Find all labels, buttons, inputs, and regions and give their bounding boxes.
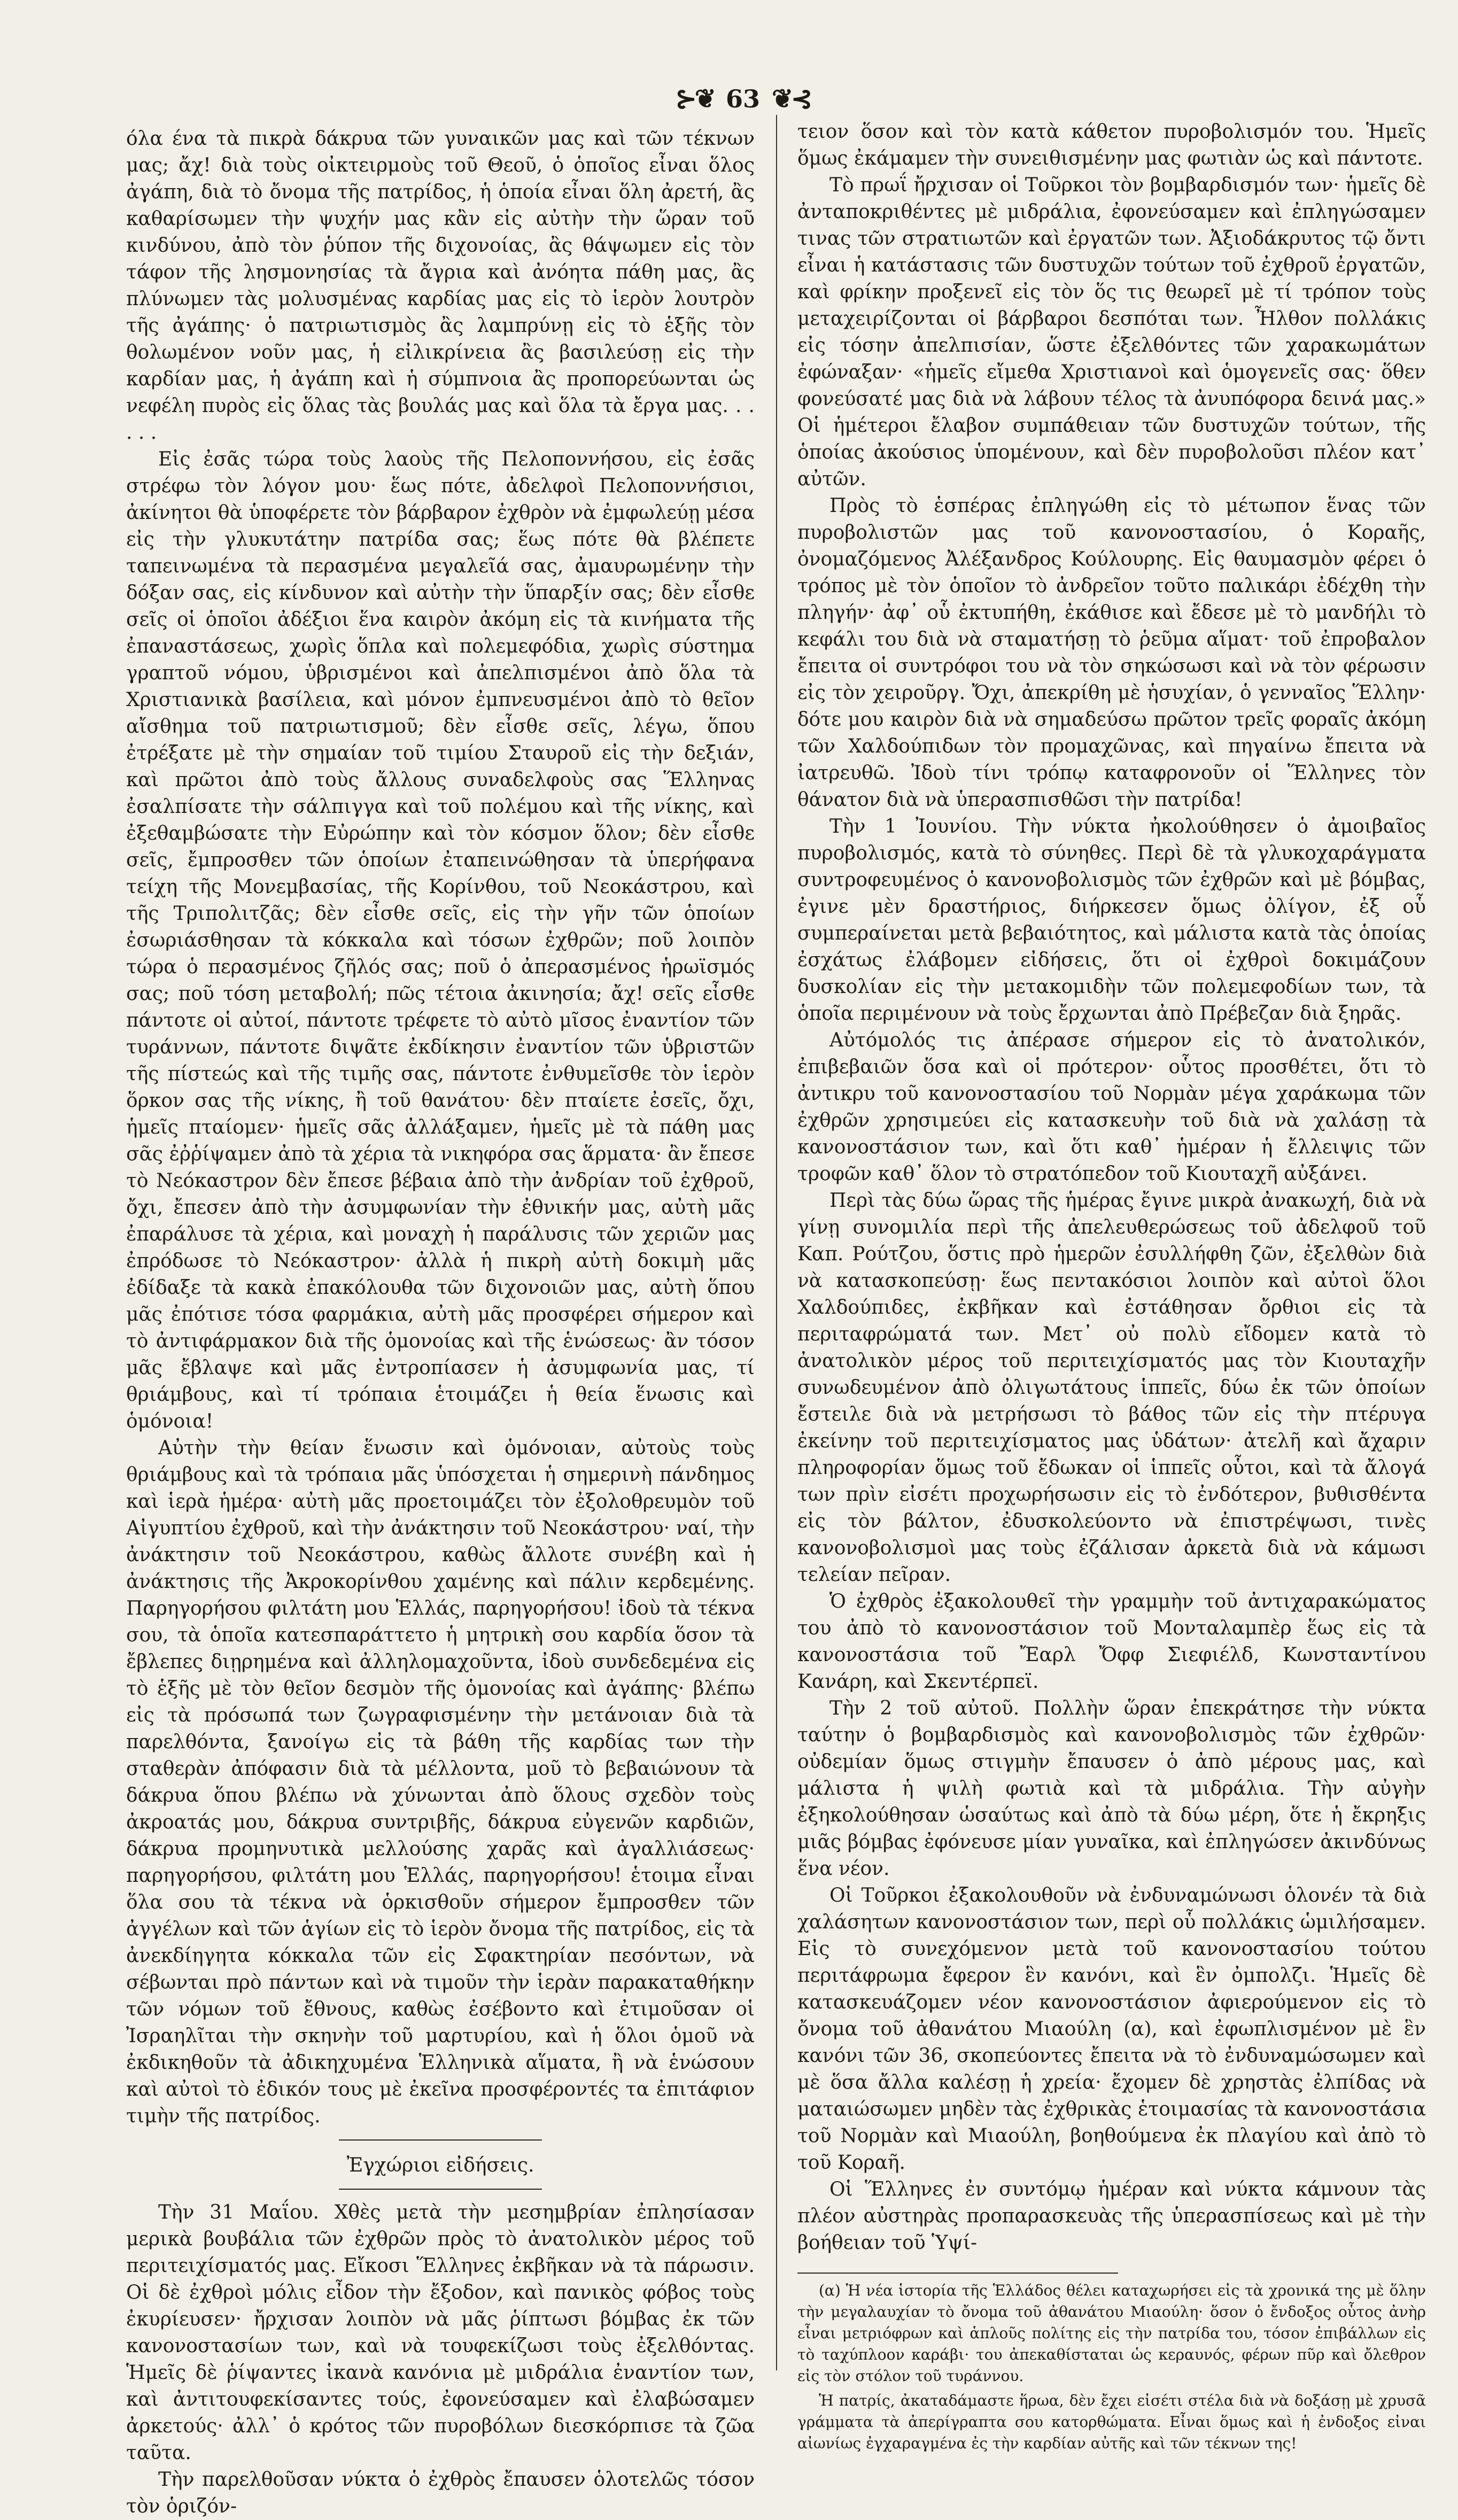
paragraph: Οἱ Τοῦρκοι ἐξακολουθοῦν νὰ ἐνδυναμώνωσι ὁλονέν τὰ διὰ χαλάσητων κανονοστάσιον των, περὶ οὗ πολλάκις ὡμιλήσαμεν. Εἰς τὸ συνεχόμενον μετὰ τοῦ κανονοστασίου τούτου περιτάφρωμα ἔφερον ἓν κανόνι, καὶ ἓν ὀμπολζι. Ἡμεῖς δὲ κατασκευάζομεν νέον κανονοστάσιον ἀφιερούμενον εἰς τὸ ὄνομα τοῦ ἀθανάτου Μιαούλη (α), καὶ ἐφωπλισμένον μὲ ἓν κανόνι τῶν 36, σκοπεύοντες ἔπειτα νὰ τὸ ἐνδυναμώσωμεν καὶ μὲ ὅσα ἄλλα καλέσῃ ἡ χρεία· ἔχομεν δὲ χρηστὰς ἐλπίδας νὰ ματαιώσωμεν μηδὲν τὰς ἐχθρικὰς ἑτοιμασίας τὰ κανονοστάσια τοῦ Νορμὰν καὶ Μιαούλη, βοηθούμενα ἐκ πλαγίου καὶ ἀπὸ τὸ τοῦ Κοραῆ. <box>797 1885 1426 2174</box>
ornament-left-icon: ⊱❦ <box>675 84 714 114</box>
footnotes <box>797 2280 1426 2454</box>
right-column <box>797 119 1426 2457</box>
paragraph: Αὐτὴν τὴν θείαν ἕνωσιν καὶ ὁμόνοιαν, αὐτοὺς τοὺς θριάμβους καὶ τὰ τρόπαια μᾶς ὑπόσχεται ἡ σημερινὴ πάνδημος καὶ ἱερὰ ἡμέρα· αὐτὴ μᾶς προετοιμάζει τὸν ἐξολοθρευμὸν τοῦ Αἰγυπτίου ἐχθροῦ, καὶ τὴν ἀνάκτησιν τοῦ Νεοκάστρου· ναί, τὴν ἀνάκτησιν τοῦ Νεοκάστρου, καθὼς ἄλλοτε συνέβη καὶ ἡ ἀνάκτησις τῆς Ἀκροκορίνθου χαμένης καὶ πάλιν κερδεμένης. Παρηγορήσου φιλτάτη μου Ἑλλάς, παρηγορήσου! ἰδοὺ τὰ τέκνα σου, τὰ ὁποῖα κατεσπαράττετο ἡ μητρικὴ σου καρδία ὅσον τὰ ἔβλεπες διῃρημένα καὶ ἀλληλομαχοῦντα, ἰδοὺ συνδεδεμένα εἰς τὸ ἑξῆς μὲ τὸν θεῖον δεσμὸν τῆς ὁμονοίας καὶ ἀγάπης· βλέπω εἰς τὰ πρόσωπά των ζωγραφισμένην τὴν μετάνοιαν διὰ τὰ παρελθόντα, ξανοίγω εἰς τὰ βάθη τῆς καρδίας των τὴν σταθερὰν ἀπόφασιν διὰ τὰ μέλλοντα, μοῦ τὸ βεβαιώνουν τὰ δάκρυα ὅπου βλέπω νὰ χύνωνται ἀπὸ ὅλους σχεδὸν τοὺς ἀκροατάς μου, δάκρυα συντριβῆς, δάκρυα εὐγενῶν καρδιῶν, δάκρυα προμηνυτικὰ μελλούσης χαρᾶς καὶ ἀγαλλιάσεως· παρηγορήσου, φιλτάτη μου Ἑλλάς, παρηγορήσου! ἑτοιμα εἶναι ὅλα σου τὰ τέκνα νὰ ὁρκισθοῦν σήμερον ἔμπροσθεν τῶν ἀγγέλων καὶ τῶν ἁγίων εἰς τὸ ἱερὸν ὄνομα τῆς πατρίδος, εἰς τὰ ἀνεκδίηγητα κόκκαλα τῶν εἰς Σφακτηρίαν πεσόντων, νὰ σέβωνται πρὸ πάντων καὶ νὰ τιμοῦν τὴν ἱερὰν παρακαταθήκην τῶν νόμων τοῦ ἔθνους, καθὼς ἐσέβοντο καὶ ἐτιμοῦσαν οἱ Ἰσραηλῖται τὴν σκηνὴν τοῦ μαρτυρίου, καὶ ἡ ὅλοι ὁμοῦ νὰ ἐκδικηθοῦν τὰ ἀδικηχυμένα Ἑλληνικὰ αἵματα, ἢ νὰ ἑνώσουν καὶ αὐτοὶ τὸ ἐδικόν τους μὲ ἐκεῖνα προσφέροντές τα ἐπιτάφιον τιμὴν τῆς πατρίδος. <box>126 1437 755 2127</box>
paragraph: Οἱ Ἕλληνες ἐν συντόμῳ ἡμέραν καὶ νύκτα κάμνουν τὰς πλέον αὐστηρὰς προπαρασκευὰς τῆς ὑπερασπίσεως καὶ μὲ τὴν βοήθειαν τοῦ Ὑψί- <box>797 2178 1426 2254</box>
paragraph: Τὸ πρωΐ ἤρχισαν οἱ Τοῦρκοι τὸν βομβαρδισμόν των· ἡμεῖς δὲ ἀνταποκριθέντες μὲ μιδράλια, ἐφονεύσαμεν καὶ ἐπληγώσαμεν τινας τῶν στρατιωτῶν καὶ ἐργατῶν των. Ἀξιοδάκρυτος τῷ ὄντι εἶναι ἡ κατάστασις τῶν δυστυχῶν τούτων τοῦ ἐχθροῦ ἐργατῶν, καὶ φρίκην προξενεῖ εἰς τὸν ὅς τις θεωρεῖ μὲ τί τρόπον τοὺς μεταχειρίζονται οἱ βάρβαροι δεσπόται των. Ἦλθον πολλάκις εἰς τόσην ἀπελπισίαν, ὥστε ἐξελθόντες τῶν χαρακωμάτων ἐφώναξαν· «ἡμεῖς εἴμεθα Χριστιανοὶ καὶ ὁμογενεῖς σας· ὅθεν φονεύσατέ μας διὰ νὰ λάβουν τέλος τὰ ἀνυπόφορα δεινά μας.» Οἱ ἡμέτεροι ἔλαβον συμπάθειαν τῶν δυστυχῶν τούτων, τῆς ὁποίας ἀκούσιος ὑπομένουν, καὶ δὲν πυροβολοῦσι πλέον κατ᾽ αὐτῶν. <box>797 174 1426 490</box>
paragraph: Τὴν παρελθοῦσαν νύκτα ὁ ἐχθρὸς ἔπαυσεν ὁλοτελῶς τόσον τὸν ὁριζόν- <box>126 2469 755 2517</box>
paragraph: Τὴν 31 Μαΐου. Χθὲς μετὰ τὴν μεσημβρίαν ἐπλησίασαν μερικὰ βουβάλια τῶν ἐχθρῶν πρὸς τὸ ἀνατολικὸν μέρος τοῦ περιτειχίσματός μας. Εἴκοσι Ἕλληνες ἐκβῆκαν νὰ τὰ πάρωσιν. Οἱ δὲ ἐχθροὶ μόλις εἶδον τὴν ἔξοδον, καὶ πανικὸς φόβος τοὺς ἐκυρίευσεν· ἤρχισαν λοιπὸν νὰ μᾶς ῥίπτωσι βόμβας ἐκ τῶν κανονοστασίων των, καὶ νὰ τουφεκίζωσι τοὺς ἐξελθόντας. Ἡμεῖς δὲ ῥίψαντες ἱκανὰ κανόνια μὲ μιδράλια ἐναντίον των, καὶ ἀντιτουφεκίσαντες τούς, ἐφονεύσαμεν καὶ ἐλαβώσαμεν ἀρκετούς· ἀλλ᾽ ὁ κρότος τῶν πυροβόλων διεσκόρπισε τὰ ζῶα ταῦτα. <box>126 2201 755 2464</box>
footnote: (α) Ἡ νέα ἱστορία τῆς Ἑλλάδος θέλει καταχωρήσει εἰς τὰ χρονικά της μὲ ὅλην τὴν μεγαλαυχίαν τὸ ὄνομα τοῦ ἀθανάτου Μιαούλη· ὅσον ὁ ἔνδοξος οὗτος ἀνὴρ εἶναι μετριόφρων καὶ ἁπλοῦς πολίτης εἰς τὴν πατρίδα του, τόσον ἐπιβάλλων εἰς τὸ ταχύπλοον καράβι· του ἀπεκαθίσταται ὡς κεραυνός, φέρων πῦρ καὶ ὄλεθρον εἰς τὸν στόλον τοῦ τυράννου. <box>797 2282 1426 2385</box>
paragraph: Τὴν 1 Ἰουνίου. Τὴν νύκτα ἠκολούθησεν ὁ ἀμοιβαῖος πυροβολισμός, κατὰ τὸ σύνηθες. Περὶ δὲ τὰ γλυκοχαράγματα συντροφευμένος ὁ κανονοβολισμὸς τῶν ἐχθρῶν καὶ μὲ βόμβας, ἐγινε μὲν δραστήριος, διήρκεσεν ὅμως ὀλίγον, ἐξ οὗ συμπεραίνεται μετὰ βεβαιότητος, καὶ μάλιστα κατὰ τὰς ὁποίας ἐσχάτως ἐλάβομεν εἰδήσεις, ὅτι οἱ ἐχθροὶ δοκιμάζουν δυσκολίαν εἰς τὴν μετακομιδὴν τῶν πολεμεφοδίων των, τὰ ὁποῖα περιμένουν νὰ τοὺς ἔρχωνται ἀπὸ Πρέβεζαν διὰ ξηρᾶς. <box>797 816 1426 1025</box>
paragraph: τειον ὅσον καὶ τὸν κατὰ κάθετον πυροβολισμόν του. Ἡμεῖς ὅμως ἐκάμαμεν τὴν συνειθισμένην μας φωτιὰν ὡς καὶ πάντοτε. <box>797 121 1426 169</box>
paragraph: Τὴν 2 τοῦ αὐτοῦ. Πολλὴν ὥραν ἐπεκράτησε τὴν νύκτα ταύτην ὁ βομβαρδισμὸς καὶ κανονοβολισμὸς τῶν ἐχθρῶν· οὐδεμίαν ὅμως στιγμὴν ἔπαυσεν ὁ ἀπὸ μέρους μας, καὶ μάλιστα ἡ ψιλὴ φωτιὰ καὶ τὰ μιδράλια. Τὴν αὐγὴν ἐξηκολούθησαν ὡσαύτως καὶ ἀπὸ τὰ δύω μέρη, ὅτε ἡ ἔκρηξις μιᾶς βόμβας ἐφόνευσε μίαν γυναῖκα, καὶ ἐπληγώσεν ἀκινδύνως ἕνα νέον. <box>797 1697 1426 1880</box>
section-rule <box>339 2139 542 2141</box>
page-number-header <box>673 80 812 118</box>
paragraph: Περὶ τὰς δύω ὥρας τῆς ἡμέρας ἔγινε μικρὰ ἀνακωχή, διὰ νὰ γίνῃ συνομιλία περὶ τῆς ἀπελευθερώσεως τοῦ ἀδελφοῦ τοῦ Καπ. Ρούτζου, ὅστις πρὸ ἡμερῶν ἐσυλλήφθη ζῶν, ἐξελθὼν διὰ νὰ κατασκοπεύσῃ· ἕως πεντακόσιοι λοιπὸν καὶ αὐτοὶ ὅλοι Χαλδούπιδες, ἐκβῆκαν καὶ ἐστάθησαν ὄρθιοι εἰς τὰ περιταφρώματά των. Μετ᾽ οὐ πολὺ εἴδομεν κατὰ τὸ ἀνατολικὸν μέρος τοῦ περιτειχίσματός μας τὸν Κιουταχῆν συνωδευμένον ἀπὸ ὀλιγωτάτους ἱππεῖς, δύω ἐκ τῶν ὁποίων ἔστειλε διὰ νὰ μετρήσωσι τὸ βάθος τῶν εἰς τὴν πτέρυγα ἐκείνην τοῦ περιτειχίσματος μας ὑδάτων· ἀτελῆ καὶ ἄχαριν πληροφορίαν ὅμως τοῦ ἔδωκαν οἱ ἱππεῖς οὗτοι, καὶ τὰ ἄλογά των πρὶν εἰσέτι προχωρήσωσιν εἰς τὸ ἐνδότερον, βυθισθέντα εἰς τὸν βάλτον, ἐδυσκολεύοντο νὰ ἐπιστρέψωσι, τινὲς κανονοβολισμοὶ μας τοὺς ἐζάλισαν ἀρκετὰ διὰ νὰ κάμωσι τελείαν πεῖραν. <box>797 1190 1426 1586</box>
page-number: 63 <box>725 84 760 113</box>
section-heading: Ἐγχώριοι εἰδήσεις. <box>346 2154 534 2176</box>
paragraph: όλα ένα τὰ πικρὰ δάκρυα τῶν γυναικῶν μας καὶ τῶν τέκνων μας; ἄχ! διὰ τοὺς οἰκτειρμοὺς τοῦ Θεοῦ, ὁ ὁποῖος εἶναι ὅλος ἀγάπη, διὰ τὸ ὄνομα τῆς πατρίδος, ἡ ὁποία εἶναι ὅλη ἀρετή, ἂς καθαρίσωμεν τὴν ψυχήν μας κἂν εἰς αὐτὴν τὴν ὥραν τοῦ κινδύνου, ἀπὸ τὸν ῥύπον τῆς διχονοίας, ἂς θάψωμεν εἰς τὸν τάφον τῆς λησμονησίας τὰ ἄγρια καὶ ἀνόητα πάθη μας, ἂς πλύνωμεν τὰς μολυσμένας καρδίας μας εἰς τὸ ἱερὸν λουτρὸν τῆς ἀγάπης· ὁ πατριωτισμὸς ἂς λαμπρύνῃ εἰς τὸ ἑξῆς τὸν θολωμένον νοῦν μας, ἡ εἰλικρίνεια ἂς βασιλεύσῃ εἰς τὴν καρδίαν μας, ἡ ἀγάπη καὶ ἡ σύμπνοια ἂς προπορεύωνται ὡς νεφέλη πυρὸς εἰς ὅλας τὰς βουλάς μας καὶ ὅλα τὰ ἔργα μας. . . . . . <box>126 128 755 444</box>
column-divider <box>776 115 777 2370</box>
section-rule <box>339 2189 542 2190</box>
paragraph: Εἰς ἐσᾶς τώρα τοὺς λαοὺς τῆς Πελοποννήσου, εἰς ἐσᾶς στρέφω τὸν λόγον μου· ἕως πότε, ἀδελφοὶ Πελοποννήσιοι, ἀκίνητοι θὰ ὑποφέρετε τὸν βάρβαρον ἐχθρὸν νὰ ἐμφωλεύῃ μέσα εἰς τὴν γλυκυτάτην πατρίδα σας; ἕως πότε θὰ βλέπετε ταπεινωμένα τὰ περασμένα μεγαλεῖά σας, ἀμαυρωμένην τὴν δόξαν σας, εἰς κίνδυνον καὶ αὐτὴν τὴν ὕπαρξίν σας; δὲν εἶσθε σεῖς οἱ ὁποῖοι ἀδέξιοι ἕνα καιρὸν ἀκόμη εἰς τὰ κινήματα τῆς ἐπαναστάσεως, χωρὶς ὅπλα καὶ πολεμεφόδια, χωρὶς σύστημα γραπτοῦ νόμου, ὑβρισμένοι καὶ ἀπελπισμένοι ἀπὸ ὅλα τὰ Χριστιανικὰ βασίλεια, καὶ μόνον ἐμπνευσμένοι ἀπὸ τὸ θεῖον αἴσθημα τοῦ πατριωτισμοῦ; δὲν εἶσθε σεῖς, λέγω, ὅπου ἐτρέξατε μὲ τὴν σημαίαν τοῦ τιμίου Σταυροῦ εἰς τὴν δεξιάν, καὶ πρῶτοι ἀπὸ τοὺς ἄλλους συναδελφοὺς σας Ἕλληνας ἐσαλπίσατε τὴν σάλπιγγα καὶ τοῦ πολέμου καὶ τῆς νίκης, καὶ ἐξεθαμβώσατε τὴν Εὐρώπην καὶ τὸν κόσμον ὅλον; δὲν εἶσθε σεῖς, ἔμπροσθεν τῶν ὁποίων ἐταπεινώθησαν τὰ ὑπερήφανα τείχη τῆς Μονεμβασίας, τῆς Κορίνθου, τοῦ Νεοκάστρου, καὶ τῆς Τριπολιτζᾶς; δὲν εἶσθε σεῖς, εἰς τὴν γῆν τῶν ὁποίων ἐσωριάσθησαν τὰ κόκκαλα καὶ τόσων ἐχθρῶν; ποῦ λοιπὸν τώρα ὁ περασμένος ζῆλός σας; ποῦ ὁ ἀπερασμένος ἡρωϊσμός σας; ποῦ τόση μεταβολή; πῶς τέτοια ἀκινησία; ἄχ! σεῖς εἶσθε πάντοτε οἱ αὐτοί, πάντοτε τρέφετε τὸ αὐτὸ μῖσος ἐναντίον τῶν τυράννων, πάντοτε διψᾶτε ἐκδίκησιν ἐναντίον τῶν ὑβριστῶν τῆς πίστεώς καὶ τῆς τιμῆς σας, πάντοτε ἐνθυμεῖσθε τὸν ἱερὸν ὅρκον σας τῆς νίκης, ἢ τοῦ θανάτου· δὲν πταίετε ἐσεῖς, ὄχι, ἡμεῖς πταίομεν· ἡμεῖς σᾶς ἀλλάξαμεν, ἡμεῖς μὲ τὰ πάθη μας σᾶς ἐῤῥίψαμεν ἀπὸ τὰ χέρια τὰ νικηφόρα σας ἅρματα· ἂν ἔπεσε τὸ Νεόκαστρον δὲν ἔπεσε βέβαια ἀπὸ τὴν ἀνδρίαν τοῦ ἐχθροῦ, ὄχι, ἔπεσεν ἀπὸ τὴν ἀσυμφωνίαν τὴν ἐθνικήν μας, αὐτὴ μᾶς ἐπαράλυσε τὰ χέρια, καὶ μοναχὴ ἡ παράλυσις τῶν χεριῶν μας ἐπρόδωσε τὸ Νεόκαστρον· ἀλλὰ ἡ πικρὴ αὐτὴ δοκιμὴ μᾶς ἐδίδαξε τὰ κακὰ ἐπακόλουθα τῶν διχονοιῶν μας, αὐτὴ ὅπου μᾶς ἐπότισε τόσα φαρμάκια, αὐτὴ μᾶς προσφέρει σήμερον καὶ τὸ ἀντιφάρμακον διὰ τῆς ὁμονοίας καὶ τῆς ἑνώσεως· ἂν τόσον μᾶς ἔβλαψε καὶ μᾶς ἐντροπίασεν ἡ ἀσυμφωνία μας, τί θριάμβους, καὶ τί τρόπαια ἑτοιμάζει ἡ θεία ἕνωσις καὶ ὁμόνοια! <box>126 448 755 1432</box>
paragraph: Αὐτόμολός τις ἀπέρασε σήμερον εἰς τὸ ἀνατολικόν, ἐπιβεβαιῶν ὅσα καὶ οἱ πρότερον· οὗτος προσθέτει, ὅτι τὸ ἀντικρυ τοῦ κανονοστασίου τοῦ Νορμὰν μέγα χαράκωμα τῶν ἐχθρῶν χρησιμεύει εἰς κατασκευὴν τοῦ διὰ νὰ χαλάσῃ τὰ κανονοστάσιον των, καὶ ὅτι καθ᾽ ἡμέραν ἡ ἔλλειψις τῶν τροφῶν καθ᾽ ὅλον τὸ στρατόπεδον τοῦ Κιουταχῆ αὐξάνει. <box>797 1029 1426 1185</box>
left-column <box>126 126 755 2520</box>
ornament-right-icon: ❦⊰ <box>772 84 811 114</box>
paragraph: Πρὸς τὸ ἑσπέρας ἐπληγώθη εἰς τὸ μέτωπον ἕνας τῶν πυροβολιστῶν μας τοῦ κανονοστασίου, ὁ Κοραῆς, ὀνομαζόμενος Ἀλέξανδρος Κούλουρης. Εἰς θαυμασμὸν φέρει ὁ τρόπος μὲ τὸν ὁποῖον τὸ ἀνδρεῖον τοῦτο παλικάρι ἐδέχθη τὴν πληγήν· ἀφ᾽ οὗ ἐκτυπήθη, ἐκάθισε καὶ ἔδεσε μὲ τὸ μανδήλι τὸ κεφάλι του διὰ νὰ σταματήσῃ τὸ ῥεῦμα αἵματ· τοῦ ἐπροβαλον ἔπειτα οἱ συντρόφοι του νὰ τὸν σηκώσωσι καὶ νὰ τὸν φέρωσιν εἰς τὸν χειροῦργ. Ὄχι, ἀπεκρίθη μὲ ἡσυχίαν, ὁ γενναῖος Ἕλλην· δότε μου καιρὸν διὰ νὰ σημαδεύσω πρῶτον τρεῖς φοραῖς ἀκόμη τῶν Χαλδούπιδων τὸν προμαχῶνας, καὶ πηγαίνω ἔπειτα νὰ ἰατρευθῶ. Ἰδοὺ τίνι τρόπῳ καταφρονοῦν οἱ Ἕλληνες τὸν θάνατον διὰ νὰ ὑπερασπισθῶσι τὴν πατρίδα! <box>797 495 1426 811</box>
footnote: Ἡ πατρίς, ἀκαταδάμαστε ἥρωα, δὲν ἔχει εἰσέτι στέλα διὰ νὰ δοξάσῃ μὲ χρυσᾶ γράμματα τὰ ἀπερίγραπτα σου κατορθώματα. Εἶναι ὅμως καὶ ἡ ἐνδοξος εἰναι αἰωνίως ἐγχαραγμένα ἐς τὴν καρδίαν αὐτῆς καὶ τῶν τέκνων της! <box>797 2392 1426 2452</box>
paragraph: Ὁ ἐχθρὸς ἐξακολουθεῖ τὴν γραμμὴν τοῦ ἀντιχαρακώματος του ἀπὸ τὸ κανονοστάσιον τοῦ Μονταλαμπὲρ ἕως εἰς τὰ κανονοστάσια τοῦ Ἔαρλ Ὄφφ Σιεφιέλδ, Κωνσταντίνου Κανάρη, καὶ Σκεντέρπεϊ. <box>797 1591 1426 1693</box>
footnote-rule <box>797 2273 1118 2274</box>
